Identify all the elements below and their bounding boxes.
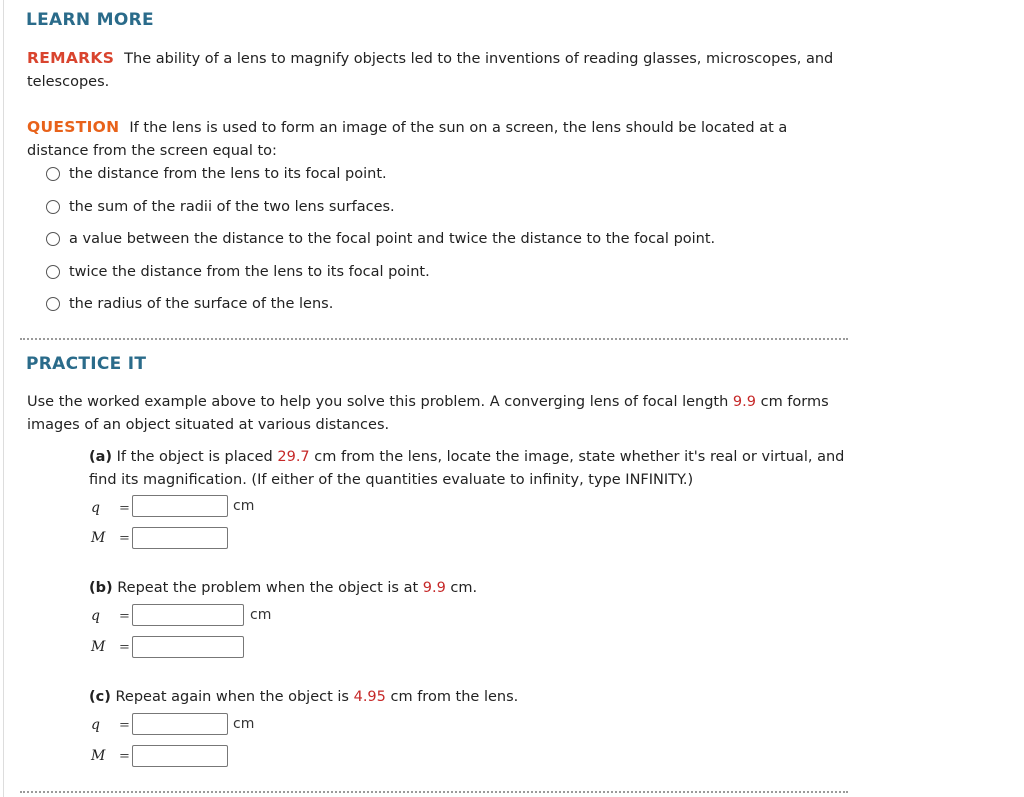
part-b-label: (b) — [89, 580, 113, 596]
part-c-label: (c) — [89, 689, 111, 705]
learn-more-heading: LEARN MORE — [26, 10, 154, 30]
option-label: the sum of the radii of the two lens surfaces. — [69, 199, 395, 215]
option-sum-of-radii[interactable] — [46, 197, 395, 217]
part-c-q-unit: cm — [233, 716, 255, 732]
part-a-q-row — [91, 497, 130, 519]
option-radius-of-surface[interactable] — [46, 294, 333, 314]
equals-sign: = — [119, 530, 130, 546]
part-a-text: If the object is placed — [112, 449, 278, 465]
part-c-m-row — [91, 745, 130, 767]
q-symbol: q — [91, 717, 100, 733]
part-a-q-input[interactable] — [132, 495, 228, 517]
part-c-distance: 4.95 — [353, 689, 386, 705]
remarks-text: The ability of a lens to magnify objects led to the inventions of reading glasses, microscopes, and telescopes. — [27, 51, 834, 90]
part-b-distance: 9.9 — [422, 580, 446, 596]
part-c-text-end: cm from the lens. — [385, 689, 519, 705]
equals-sign: = — [119, 608, 130, 624]
part-b-text: Repeat the problem when the object is at — [112, 580, 423, 596]
part-b-m-row — [91, 636, 130, 658]
part-c-q-row — [91, 714, 130, 736]
option-label: the distance from the lens to its focal point. — [69, 166, 387, 182]
part-b-q-input[interactable] — [132, 604, 244, 626]
equals-sign: = — [119, 639, 130, 655]
equals-sign: = — [119, 500, 130, 516]
part-a-distance: 29.7 — [277, 449, 310, 465]
equals-sign: = — [119, 748, 130, 764]
part-a-m-input[interactable] — [132, 527, 228, 549]
q-symbol: q — [91, 608, 100, 624]
question-paragraph — [27, 116, 847, 163]
section-divider — [20, 338, 848, 340]
part-b-prompt — [89, 577, 849, 600]
bottom-divider — [20, 791, 848, 793]
part-c-prompt — [89, 686, 849, 709]
m-symbol: M — [91, 530, 106, 546]
intro-text-end: cm forms images of an object situated at various distances. — [27, 394, 829, 433]
part-b-q-row — [91, 605, 130, 627]
option-twice-focal-distance[interactable] — [46, 262, 430, 282]
intro-text: Use the worked example above to help you solve this problem. A converging lens of focal length — [27, 394, 733, 410]
radio-button[interactable] — [46, 297, 60, 311]
part-b-m-input[interactable] — [132, 636, 244, 658]
option-focal-distance[interactable] — [46, 164, 387, 184]
part-b-q-unit: cm — [250, 607, 272, 623]
practice-it-heading: PRACTICE IT — [26, 354, 147, 374]
radio-button[interactable] — [46, 167, 60, 181]
option-between-f-and-2f[interactable] — [46, 229, 715, 249]
question-text: If the lens is used to form an image of the sun on a screen, the lens should be located at a distance from the screen equal to: — [27, 120, 788, 159]
focal-length-value: 9.9 — [732, 394, 756, 410]
m-symbol: M — [91, 639, 106, 655]
part-c-m-input[interactable] — [132, 745, 228, 767]
part-c-q-input[interactable] — [132, 713, 228, 735]
equals-sign: = — [119, 717, 130, 733]
part-a-prompt — [89, 446, 849, 492]
question-tag: QUESTION — [27, 118, 120, 136]
part-a-m-row — [91, 527, 130, 549]
option-label: the radius of the surface of the lens. — [69, 296, 334, 312]
remarks-tag: REMARKS — [27, 49, 115, 67]
radio-button[interactable] — [46, 200, 60, 214]
part-b-text-end: cm. — [445, 580, 478, 596]
q-symbol: q — [91, 500, 100, 516]
m-symbol: M — [91, 748, 106, 764]
radio-button[interactable] — [46, 232, 60, 246]
option-label: a value between the distance to the focal point and twice the distance to the focal point. — [69, 231, 716, 247]
part-a-label: (a) — [89, 449, 113, 465]
remarks-paragraph — [27, 47, 847, 94]
option-label: twice the distance from the lens to its focal point. — [69, 264, 430, 280]
left-border — [3, 0, 4, 797]
part-a-text-end: cm from the lens, locate the image, state whether it's real or virtual, and find its magnification. (If either of the quantities evaluate to infinity, type INFINITY.) — [89, 449, 845, 488]
part-c-text: Repeat again when the object is — [110, 689, 354, 705]
part-a-q-unit: cm — [233, 498, 255, 514]
radio-button[interactable] — [46, 265, 60, 279]
practice-intro — [27, 391, 847, 437]
